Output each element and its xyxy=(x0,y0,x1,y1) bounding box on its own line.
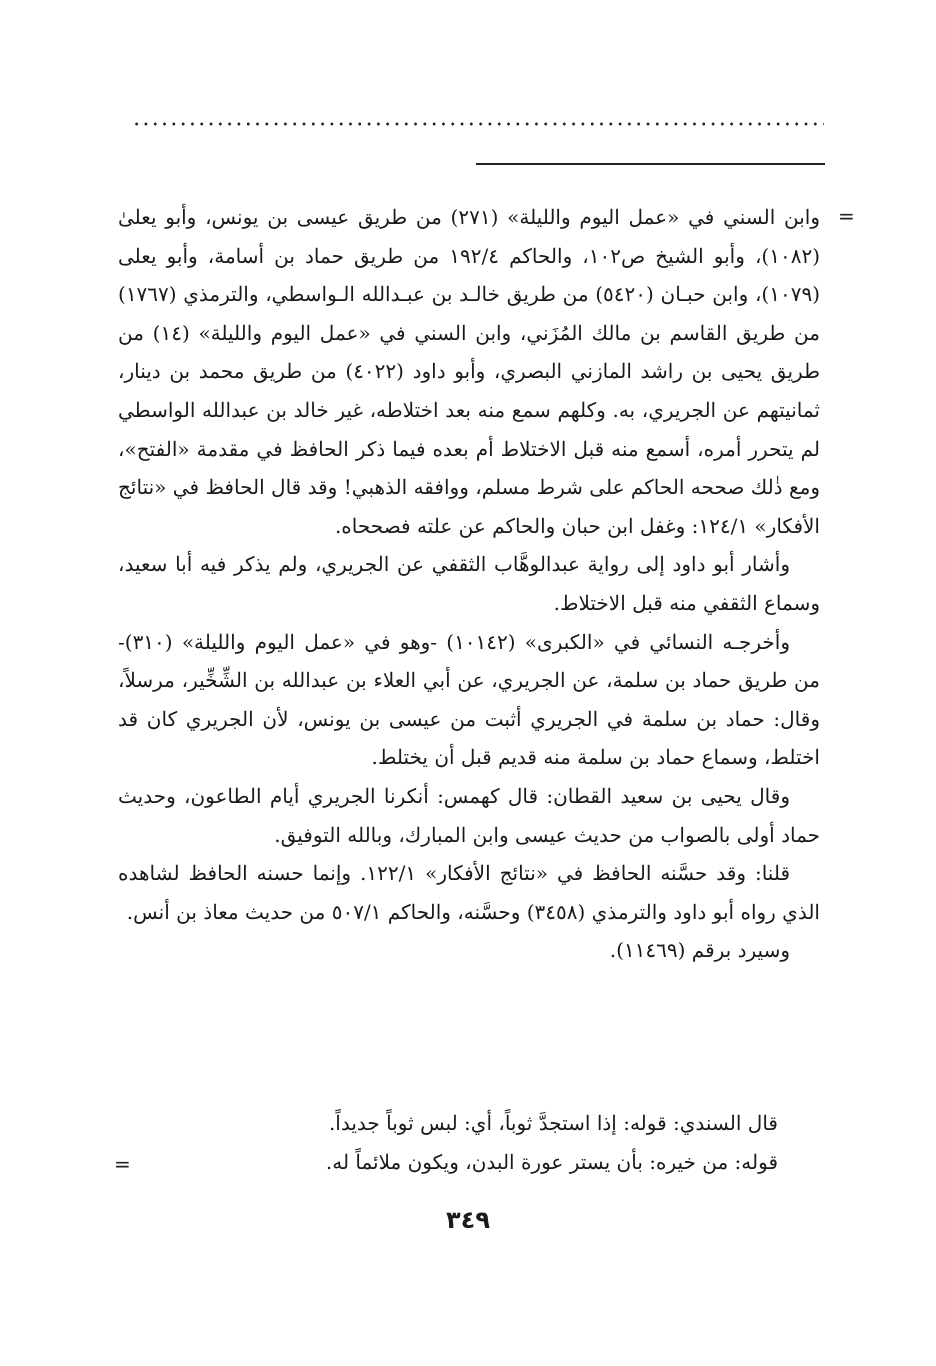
paragraph: وأشار أبو داود إلى رواية عبدالوهَّاب الثقفي عن الجريري، ولم يذكر فيه أبا سعيد، وسماع الثقفي منه قبل الاختلاط. xyxy=(118,552,820,615)
paragraph: قلنا: وقد حسَّنه الحافظ في «نتائج الأفكار» ١٢٢/١. وإنما حسنه الحافظ لشاهده الذي رواه أبو داود والترمذي (٣٤٥٨) وحسَّنه، والحاكم ٥٠٧/١ من حديث معاذ بن أنس. xyxy=(118,861,820,924)
paragraph: وقال يحيى بن سعيد القطان: قال كهمس: أنكرنا الجريري أيام الطاعون، وحديث حماد أولى بالصواب من حديث عيسى وابن المبارك، وبالله التوفيق. xyxy=(118,783,820,847)
continuation-mark-top: = xyxy=(838,204,855,228)
continuation-mark-bottom: = xyxy=(114,1152,131,1176)
paragraph: وأخرجـه النسائي في «الكبرى» (١٠١٤٢) -وهو في «عمل اليوم والليلة» (٣١٠)- من طريق حماد بن سلمة، عن الجريري، عن أبي العلاء بن عبدالله بن الشِّخِّير، مرسلاً، وقال: حماد بن سلمة في الجريري أثبت من عيسى بن يونس، لأن الجريري كان قد اختلط، وسماع حماد بن سلمة منه قديم قبل أن يختلط. xyxy=(118,629,820,770)
footnote-text xyxy=(118,198,820,970)
paragraph: وسيرد برقم (١١٤٦٩). xyxy=(609,938,790,963)
footnote-rule xyxy=(476,163,825,165)
sindi-line: قوله: من خيره: بأن يستر عورة البدن، ويكون ملائماً له. xyxy=(325,1149,778,1174)
sindi-line: قال السندي: قوله: إذا استجدَّ ثوباً، أي: لبس ثوباً جديداً. xyxy=(328,1111,778,1135)
dotted-separator xyxy=(132,122,824,126)
page-number: ٣٤٩ xyxy=(446,1206,490,1234)
sindi-commentary xyxy=(200,1104,778,1181)
paragraph: وابن السني في «عمل اليوم والليلة» (٢٧١) من طريق عيسى بن يونس، وأبو يعلىٰ (١٠٨٢)، وأبو الشيخ ص١٠٢، والحاكم ١٩٢/٤ من طريق حماد بن أسامة، وأبو يعلى (١٠٧٩)، وابن حبـان (٥٤٢٠) من طريق خالـد بن عبـدالله الـواسطي، والترمذي (١٧٦٧) من طريق القاسم بن مالك المُزَني، وابن السني في «عمل اليوم والليلة» (١٤) من طريق يحيى بن راشد المازني البصري، وأبو داود (٤٠٢٢) من طريق محمد بن دينار، ثمانيتهم عن الجريري، به. وكلهم سمع منه بعد اختلاطه، غير خالد بن عبدالله الواسطي لم يتحرر أمره، أسمع منه قبل الاختلاط أم بعده فيما ذكر الحافظ في مقدمة «الفتح»، ومع ذٰلك صححه الحاكم على شرط مسلم، ووافقه الذهبي! وقد قال الحافظ في «نتائج الأفكار» ١٢٤/١: وغفل ابن حبان والحاكم عن علته فصححاه. xyxy=(118,205,820,538)
